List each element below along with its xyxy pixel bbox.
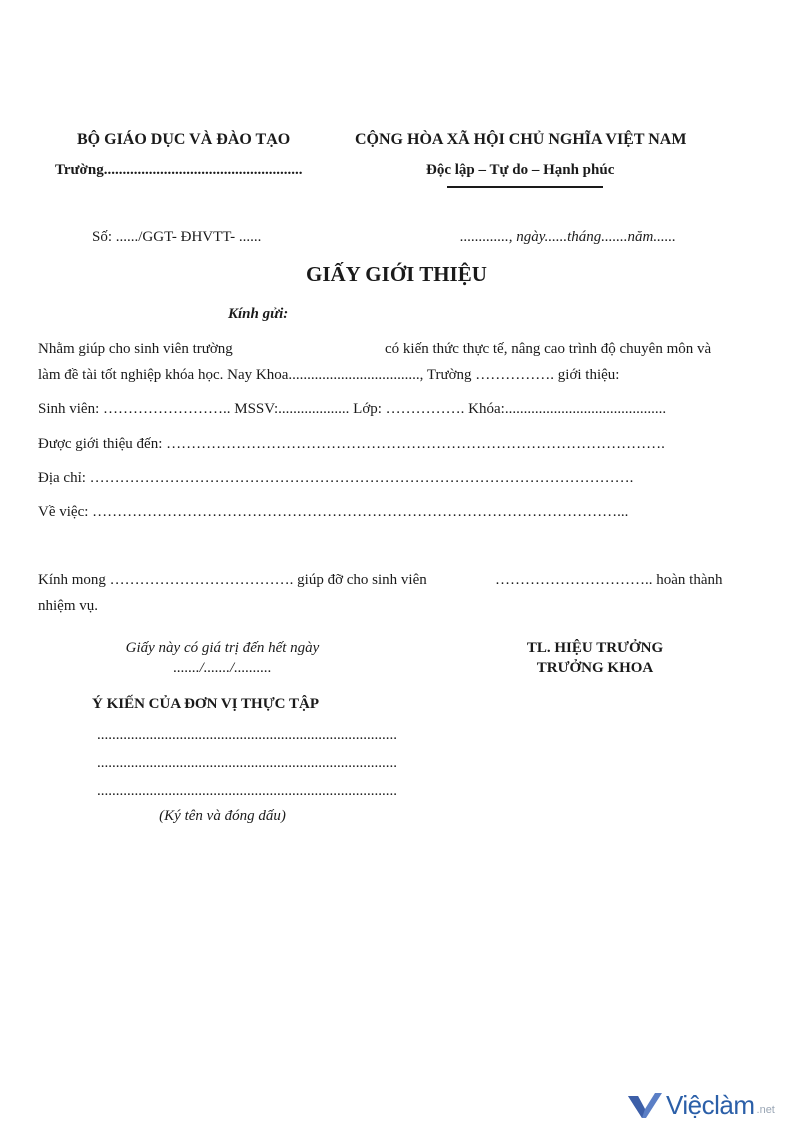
opinion-title: Ý KIẾN CỦA ĐƠN VỊ THỰC TẬP <box>92 696 319 712</box>
motto-underline <box>447 186 603 188</box>
school-field: Trường..................................................... <box>55 162 303 178</box>
motto: Độc lập – Tự do – Hạnh phúc <box>426 162 615 178</box>
ministry-name: BỘ GIÁO DỤC VÀ ĐÀO TẠO <box>77 131 291 148</box>
intro-text-part2: có kiến thức thực tế, nâng cao trình độ chuyên môn và <box>385 341 712 357</box>
student-info-line: Sinh viên: …………………….. MSSV:................... Lớp: ……………. Khóa:........................................... <box>38 401 667 417</box>
request-text-line2: nhiệm vụ. <box>38 598 98 614</box>
validity-date: ......./......./.......... <box>173 660 272 676</box>
signature-subtitle: TRƯỞNG KHOA <box>536 660 654 676</box>
watermark-brand: Việclàm <box>666 1090 755 1120</box>
recipient-label: Kính gửi: <box>228 306 289 322</box>
validity-text: Giấy này có giá trị đến hết ngày <box>125 640 320 656</box>
opinion-line-3: ................................................................................ <box>97 783 397 799</box>
request-text-part2: ………………………….. hoàn thành <box>495 572 723 588</box>
address-line: Địa chỉ: ………………………………………………………………………………………………. <box>38 470 634 486</box>
signature-title: TL. HIỆU TRƯỞNG <box>526 640 664 656</box>
sign-note: (Ký tên và đóng dấu) <box>159 808 286 824</box>
document-date: ............., ngày......tháng.......năm...... <box>460 229 676 245</box>
document-number: Số: ....../GGT- ĐHVTT- ...... <box>92 229 262 245</box>
document-title: GIẤY GIỚI THIỆU <box>306 262 487 286</box>
opinion-line-2: ................................................................................ <box>97 755 397 771</box>
intro-text-part1: Nhằm giúp cho sinh viên trường <box>38 341 233 357</box>
republic-name: CỘNG HÒA XÃ HỘI CHỦ NGHĨA VIỆT NAM <box>355 131 687 148</box>
watermark-suffix: .net <box>756 1103 775 1116</box>
regarding-line: Về việc: ……………………………………………………………………………………………... <box>38 504 629 520</box>
request-text-part1: Kính mong ………………………………. giúp đỡ cho sinh viên <box>38 572 427 588</box>
watermark-logo <box>628 1090 775 1121</box>
check-chevron-icon <box>628 1093 662 1119</box>
introduced-to-line: Được giới thiệu đến: ………………………………………………………………………………………. <box>38 436 665 452</box>
opinion-line-1: ................................................................................ <box>97 727 397 743</box>
intro-text-line2: làm đề tài tốt nghiệp khóa học. Nay Khoa..................................., Trường ……………. giới thiệu: <box>38 367 620 383</box>
